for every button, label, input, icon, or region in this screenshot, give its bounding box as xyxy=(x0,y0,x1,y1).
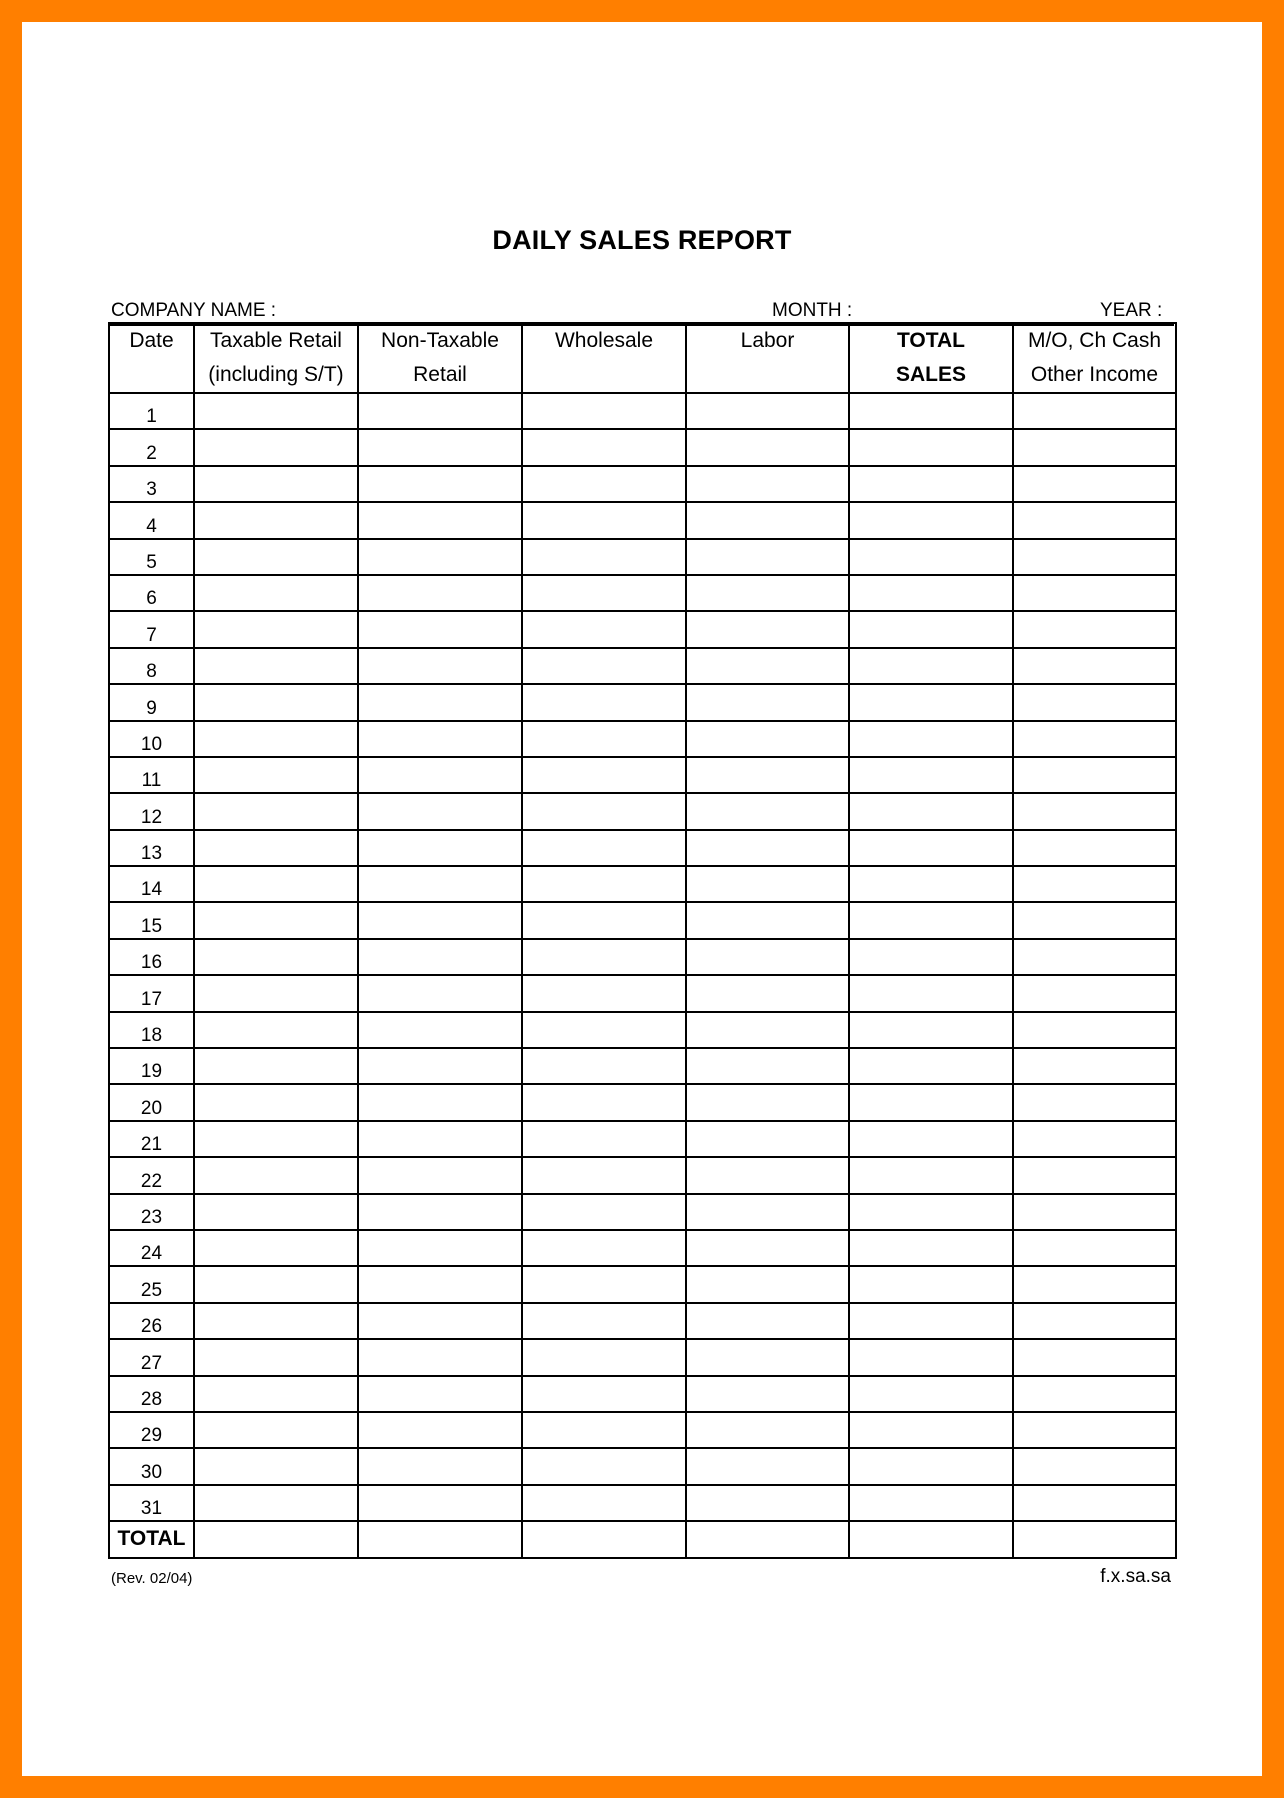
entry-cell[interactable] xyxy=(194,1157,358,1193)
table-row xyxy=(109,684,1176,720)
entry-cell[interactable] xyxy=(522,1157,686,1193)
table-row xyxy=(109,1121,1176,1157)
form-page xyxy=(22,22,1262,1776)
entry-cell[interactable] xyxy=(1013,1485,1176,1521)
entry-cell[interactable] xyxy=(849,1485,1013,1521)
entry-cell[interactable] xyxy=(358,721,522,757)
entry-cell[interactable] xyxy=(686,1194,849,1230)
entry-cell[interactable] xyxy=(522,1230,686,1266)
table-row xyxy=(109,393,1176,429)
entry-cell[interactable] xyxy=(194,1339,358,1375)
entry-cell[interactable] xyxy=(686,393,849,429)
table-header-row xyxy=(109,323,1176,393)
entry-cell[interactable] xyxy=(358,1266,522,1302)
table-row xyxy=(109,1157,1176,1193)
entry-cell[interactable] xyxy=(849,1376,1013,1412)
date-cell: 26 xyxy=(109,1303,194,1339)
entry-cell[interactable] xyxy=(522,393,686,429)
entry-cell[interactable] xyxy=(686,939,849,975)
entry-cell[interactable] xyxy=(1013,793,1176,829)
entry-cell[interactable] xyxy=(1013,1230,1176,1266)
date-cell: 29 xyxy=(109,1412,194,1448)
entry-cell[interactable] xyxy=(1013,1194,1176,1230)
entry-cell[interactable] xyxy=(194,866,358,902)
entry-cell[interactable] xyxy=(522,902,686,938)
date-cell: 20 xyxy=(109,1084,194,1120)
date-cell: 11 xyxy=(109,757,194,793)
entry-cell[interactable] xyxy=(522,1339,686,1375)
entry-cell[interactable] xyxy=(522,684,686,720)
entry-cell[interactable] xyxy=(522,611,686,647)
entry-cell[interactable] xyxy=(194,1121,358,1157)
column-header-line1: Date xyxy=(129,329,174,352)
report-title: DAILY SALES REPORT xyxy=(492,225,792,255)
entry-cell[interactable] xyxy=(358,1485,522,1521)
entry-cell[interactable] xyxy=(686,1121,849,1157)
entry-cell[interactable] xyxy=(1013,684,1176,720)
table-row xyxy=(109,1303,1176,1339)
entry-cell[interactable] xyxy=(194,684,358,720)
entry-cell[interactable] xyxy=(358,429,522,465)
entry-cell[interactable] xyxy=(686,830,849,866)
entry-cell[interactable] xyxy=(686,1157,849,1193)
date-cell: 19 xyxy=(109,1048,194,1084)
entry-cell[interactable] xyxy=(194,648,358,684)
entry-cell[interactable] xyxy=(686,793,849,829)
column-header xyxy=(194,323,358,393)
column-header-line2: Retail xyxy=(413,363,467,386)
entry-cell[interactable] xyxy=(194,1266,358,1302)
table-row xyxy=(109,1412,1176,1448)
entry-cell[interactable] xyxy=(522,830,686,866)
table-row xyxy=(109,1084,1176,1120)
entry-cell[interactable] xyxy=(686,1485,849,1521)
column-header xyxy=(522,323,686,393)
entry-cell[interactable] xyxy=(194,1012,358,1048)
entry-cell[interactable] xyxy=(1013,757,1176,793)
entry-cell[interactable] xyxy=(358,1194,522,1230)
entry-cell[interactable] xyxy=(849,830,1013,866)
table-row xyxy=(109,830,1176,866)
table-row xyxy=(109,429,1176,465)
form-code: f.x.sa.sa xyxy=(1100,1566,1171,1587)
entry-cell[interactable] xyxy=(522,429,686,465)
entry-cell[interactable] xyxy=(194,1376,358,1412)
entry-cell[interactable] xyxy=(1013,939,1176,975)
entry-cell[interactable] xyxy=(686,466,849,502)
table-row xyxy=(109,939,1176,975)
table-row xyxy=(109,611,1176,647)
date-cell: 4 xyxy=(109,502,194,538)
entry-cell[interactable] xyxy=(1013,1121,1176,1157)
entry-cell[interactable] xyxy=(522,757,686,793)
entry-cell[interactable] xyxy=(358,1303,522,1339)
entry-cell[interactable] xyxy=(194,902,358,938)
column-header-line1: Non-Taxable xyxy=(381,329,499,352)
entry-cell[interactable] xyxy=(1013,1303,1176,1339)
entry-cell[interactable] xyxy=(358,1012,522,1048)
entry-cell[interactable] xyxy=(849,575,1013,611)
column-header-line1: Taxable Retail xyxy=(210,329,342,352)
date-cell: 28 xyxy=(109,1376,194,1412)
entry-cell[interactable] xyxy=(358,866,522,902)
entry-cell[interactable] xyxy=(522,1303,686,1339)
entry-cell[interactable] xyxy=(849,1157,1013,1193)
column-header xyxy=(686,323,849,393)
table-row xyxy=(109,539,1176,575)
entry-cell[interactable] xyxy=(686,866,849,902)
entry-cell[interactable] xyxy=(358,1412,522,1448)
column-header-line1: TOTAL xyxy=(896,329,966,352)
entry-cell[interactable] xyxy=(1013,975,1176,1011)
entry-cell[interactable] xyxy=(358,1376,522,1412)
entry-cell[interactable] xyxy=(1013,393,1176,429)
entry-cell[interactable] xyxy=(1013,1448,1176,1484)
entry-cell[interactable] xyxy=(358,1339,522,1375)
entry-cell[interactable] xyxy=(194,429,358,465)
entry-cell[interactable] xyxy=(194,830,358,866)
entry-cell[interactable] xyxy=(1013,611,1176,647)
date-cell: 3 xyxy=(109,466,194,502)
date-cell: 15 xyxy=(109,902,194,938)
entry-cell[interactable] xyxy=(686,1012,849,1048)
entry-cell[interactable] xyxy=(194,1485,358,1521)
entry-cell[interactable] xyxy=(358,1448,522,1484)
entry-cell[interactable] xyxy=(358,539,522,575)
entry-cell[interactable] xyxy=(1013,466,1176,502)
entry-cell[interactable] xyxy=(358,830,522,866)
date-cell: 27 xyxy=(109,1339,194,1375)
date-cell: 14 xyxy=(109,866,194,902)
entry-cell[interactable] xyxy=(686,1266,849,1302)
total-row xyxy=(109,1521,1176,1557)
entry-cell[interactable] xyxy=(1013,902,1176,938)
date-cell: 31 xyxy=(109,1485,194,1521)
entry-cell[interactable] xyxy=(358,1084,522,1120)
table-row xyxy=(109,648,1176,684)
entry-cell[interactable] xyxy=(686,757,849,793)
entry-cell[interactable] xyxy=(522,1048,686,1084)
date-cell: 22 xyxy=(109,1157,194,1193)
entry-cell[interactable] xyxy=(522,1121,686,1157)
month-label: MONTH : xyxy=(772,300,853,321)
table-row xyxy=(109,866,1176,902)
entry-cell[interactable] xyxy=(358,793,522,829)
entry-cell[interactable] xyxy=(358,502,522,538)
table-row xyxy=(109,1230,1176,1266)
entry-cell[interactable] xyxy=(849,1266,1013,1302)
entry-cell[interactable] xyxy=(849,1303,1013,1339)
entry-cell[interactable] xyxy=(522,539,686,575)
entry-cell[interactable] xyxy=(686,1303,849,1339)
entry-cell[interactable] xyxy=(686,539,849,575)
entry-cell[interactable] xyxy=(686,1084,849,1120)
date-cell: 13 xyxy=(109,830,194,866)
entry-cell[interactable] xyxy=(522,975,686,1011)
entry-cell[interactable] xyxy=(686,502,849,538)
date-cell: 23 xyxy=(109,1194,194,1230)
entry-cell[interactable] xyxy=(522,1266,686,1302)
date-cell: 16 xyxy=(109,939,194,975)
entry-cell[interactable] xyxy=(849,721,1013,757)
entry-cell[interactable] xyxy=(1013,1266,1176,1302)
total-cell[interactable] xyxy=(358,1521,522,1557)
column-header-line1: Wholesale xyxy=(554,329,654,352)
entry-cell[interactable] xyxy=(849,1048,1013,1084)
date-cell: 6 xyxy=(109,575,194,611)
date-cell: 12 xyxy=(109,793,194,829)
entry-cell[interactable] xyxy=(358,975,522,1011)
entry-cell[interactable] xyxy=(194,1448,358,1484)
column-header xyxy=(358,323,522,393)
entry-cell[interactable] xyxy=(849,1084,1013,1120)
column-header xyxy=(1013,323,1176,393)
entry-cell[interactable] xyxy=(522,1376,686,1412)
sales-table xyxy=(108,322,1177,1559)
entry-cell[interactable] xyxy=(1013,502,1176,538)
date-cell: 30 xyxy=(109,1448,194,1484)
date-cell: 25 xyxy=(109,1266,194,1302)
entry-cell[interactable] xyxy=(1013,1339,1176,1375)
date-cell: 7 xyxy=(109,611,194,647)
entry-cell[interactable] xyxy=(849,648,1013,684)
entry-cell[interactable] xyxy=(1013,575,1176,611)
entry-cell[interactable] xyxy=(194,575,358,611)
table-row xyxy=(109,721,1176,757)
entry-cell[interactable] xyxy=(686,575,849,611)
revision-note: (Rev. 02/04) xyxy=(111,1570,193,1587)
entry-cell[interactable] xyxy=(1013,1376,1176,1412)
date-cell: 10 xyxy=(109,721,194,757)
entry-cell[interactable] xyxy=(849,539,1013,575)
entry-cell[interactable] xyxy=(358,757,522,793)
entry-cell[interactable] xyxy=(194,1303,358,1339)
entry-cell[interactable] xyxy=(358,466,522,502)
entry-cell[interactable] xyxy=(194,611,358,647)
entry-cell[interactable] xyxy=(1013,1412,1176,1448)
column-header xyxy=(109,323,194,393)
entry-cell[interactable] xyxy=(686,684,849,720)
date-cell: 5 xyxy=(109,539,194,575)
entry-cell[interactable] xyxy=(686,721,849,757)
column-header-line1: Labor xyxy=(740,329,795,352)
entry-cell[interactable] xyxy=(358,902,522,938)
date-cell: 9 xyxy=(109,684,194,720)
date-cell: 18 xyxy=(109,1012,194,1048)
entry-cell[interactable] xyxy=(686,429,849,465)
column-header-line2: SALES xyxy=(895,363,966,386)
entry-cell[interactable] xyxy=(1013,1157,1176,1193)
entry-cell[interactable] xyxy=(849,975,1013,1011)
column-header-line2: (including S/T) xyxy=(208,363,344,386)
entry-cell[interactable] xyxy=(358,393,522,429)
entry-cell[interactable] xyxy=(358,684,522,720)
entry-cell[interactable] xyxy=(849,684,1013,720)
entry-cell[interactable] xyxy=(522,1448,686,1484)
table-row xyxy=(109,466,1176,502)
table-row xyxy=(109,1194,1176,1230)
entry-cell[interactable] xyxy=(194,539,358,575)
entry-cell[interactable] xyxy=(358,648,522,684)
table-row xyxy=(109,793,1176,829)
column-header-line1: M/O, Ch Cash xyxy=(1027,329,1162,352)
entry-cell[interactable] xyxy=(522,1012,686,1048)
table-row xyxy=(109,1485,1176,1521)
entry-cell[interactable] xyxy=(1013,1048,1176,1084)
entry-cell[interactable] xyxy=(686,648,849,684)
entry-cell[interactable] xyxy=(194,721,358,757)
entry-cell[interactable] xyxy=(358,611,522,647)
entry-cell[interactable] xyxy=(194,1412,358,1448)
entry-cell[interactable] xyxy=(358,1157,522,1193)
entry-cell[interactable] xyxy=(522,502,686,538)
entry-cell[interactable] xyxy=(194,466,358,502)
date-cell: 21 xyxy=(109,1121,194,1157)
entry-cell[interactable] xyxy=(358,575,522,611)
date-cell: 17 xyxy=(109,975,194,1011)
entry-cell[interactable] xyxy=(194,1230,358,1266)
entry-cell[interactable] xyxy=(686,1048,849,1084)
entry-cell[interactable] xyxy=(849,611,1013,647)
entry-cell[interactable] xyxy=(522,1485,686,1521)
entry-cell[interactable] xyxy=(849,1230,1013,1266)
table-row xyxy=(109,1448,1176,1484)
table-row xyxy=(109,902,1176,938)
entry-cell[interactable] xyxy=(358,1230,522,1266)
table-row xyxy=(109,757,1176,793)
year-label: YEAR : xyxy=(1100,300,1163,321)
entry-cell[interactable] xyxy=(849,866,1013,902)
entry-cell[interactable] xyxy=(522,466,686,502)
total-label: TOTAL xyxy=(109,1521,194,1557)
table-row xyxy=(109,1012,1176,1048)
entry-cell[interactable] xyxy=(194,757,358,793)
table-row xyxy=(109,1339,1176,1375)
entry-cell[interactable] xyxy=(522,648,686,684)
entry-cell[interactable] xyxy=(686,1339,849,1375)
entry-cell[interactable] xyxy=(522,1084,686,1120)
date-cell: 24 xyxy=(109,1230,194,1266)
total-cell[interactable] xyxy=(194,1521,358,1557)
entry-cell[interactable] xyxy=(358,1048,522,1084)
entry-cell[interactable] xyxy=(1013,866,1176,902)
entry-cell[interactable] xyxy=(522,1194,686,1230)
entry-cell[interactable] xyxy=(522,1412,686,1448)
entry-cell[interactable] xyxy=(194,975,358,1011)
entry-cell[interactable] xyxy=(194,939,358,975)
date-cell: 8 xyxy=(109,648,194,684)
entry-cell[interactable] xyxy=(849,902,1013,938)
entry-cell[interactable] xyxy=(1013,648,1176,684)
company-name-label: COMPANY NAME : xyxy=(111,300,277,321)
total-cell[interactable] xyxy=(849,1521,1013,1557)
entry-cell[interactable] xyxy=(686,611,849,647)
entry-cell[interactable] xyxy=(686,1412,849,1448)
entry-cell[interactable] xyxy=(686,902,849,938)
entry-cell[interactable] xyxy=(194,793,358,829)
entry-cell[interactable] xyxy=(849,393,1013,429)
entry-cell[interactable] xyxy=(849,1121,1013,1157)
column-header-line2: Other Income xyxy=(1030,363,1159,386)
entry-cell[interactable] xyxy=(849,939,1013,975)
entry-cell[interactable] xyxy=(522,721,686,757)
table-row xyxy=(109,975,1176,1011)
entry-cell[interactable] xyxy=(522,575,686,611)
entry-cell[interactable] xyxy=(686,975,849,1011)
total-cell[interactable] xyxy=(1013,1521,1176,1557)
entry-cell[interactable] xyxy=(1013,721,1176,757)
entry-cell[interactable] xyxy=(849,757,1013,793)
entry-cell[interactable] xyxy=(849,1448,1013,1484)
entry-cell[interactable] xyxy=(849,1339,1013,1375)
entry-cell[interactable] xyxy=(194,1194,358,1230)
entry-cell[interactable] xyxy=(522,866,686,902)
entry-cell[interactable] xyxy=(194,1084,358,1120)
total-cell[interactable] xyxy=(522,1521,686,1557)
entry-cell[interactable] xyxy=(358,939,522,975)
entry-cell[interactable] xyxy=(1013,1084,1176,1120)
total-cell[interactable] xyxy=(686,1521,849,1557)
entry-cell[interactable] xyxy=(522,793,686,829)
date-cell: 1 xyxy=(109,393,194,429)
table-row xyxy=(109,1048,1176,1084)
entry-cell[interactable] xyxy=(686,1230,849,1266)
entry-cell[interactable] xyxy=(849,466,1013,502)
entry-cell[interactable] xyxy=(849,429,1013,465)
entry-cell[interactable] xyxy=(1013,1012,1176,1048)
entry-cell[interactable] xyxy=(194,502,358,538)
entry-cell[interactable] xyxy=(686,1376,849,1412)
table-row xyxy=(109,1266,1176,1302)
column-header xyxy=(849,323,1013,393)
entry-cell[interactable] xyxy=(849,1012,1013,1048)
entry-cell[interactable] xyxy=(1013,539,1176,575)
entry-cell[interactable] xyxy=(1013,429,1176,465)
table-row xyxy=(109,502,1176,538)
entry-cell[interactable] xyxy=(849,1412,1013,1448)
entry-cell[interactable] xyxy=(849,793,1013,829)
entry-cell[interactable] xyxy=(522,939,686,975)
entry-cell[interactable] xyxy=(686,1448,849,1484)
entry-cell[interactable] xyxy=(194,393,358,429)
table-row xyxy=(109,575,1176,611)
entry-cell[interactable] xyxy=(358,1121,522,1157)
table-row xyxy=(109,1376,1176,1412)
entry-cell[interactable] xyxy=(1013,830,1176,866)
entry-cell[interactable] xyxy=(194,1048,358,1084)
entry-cell[interactable] xyxy=(849,502,1013,538)
date-cell: 2 xyxy=(109,429,194,465)
entry-cell[interactable] xyxy=(849,1194,1013,1230)
